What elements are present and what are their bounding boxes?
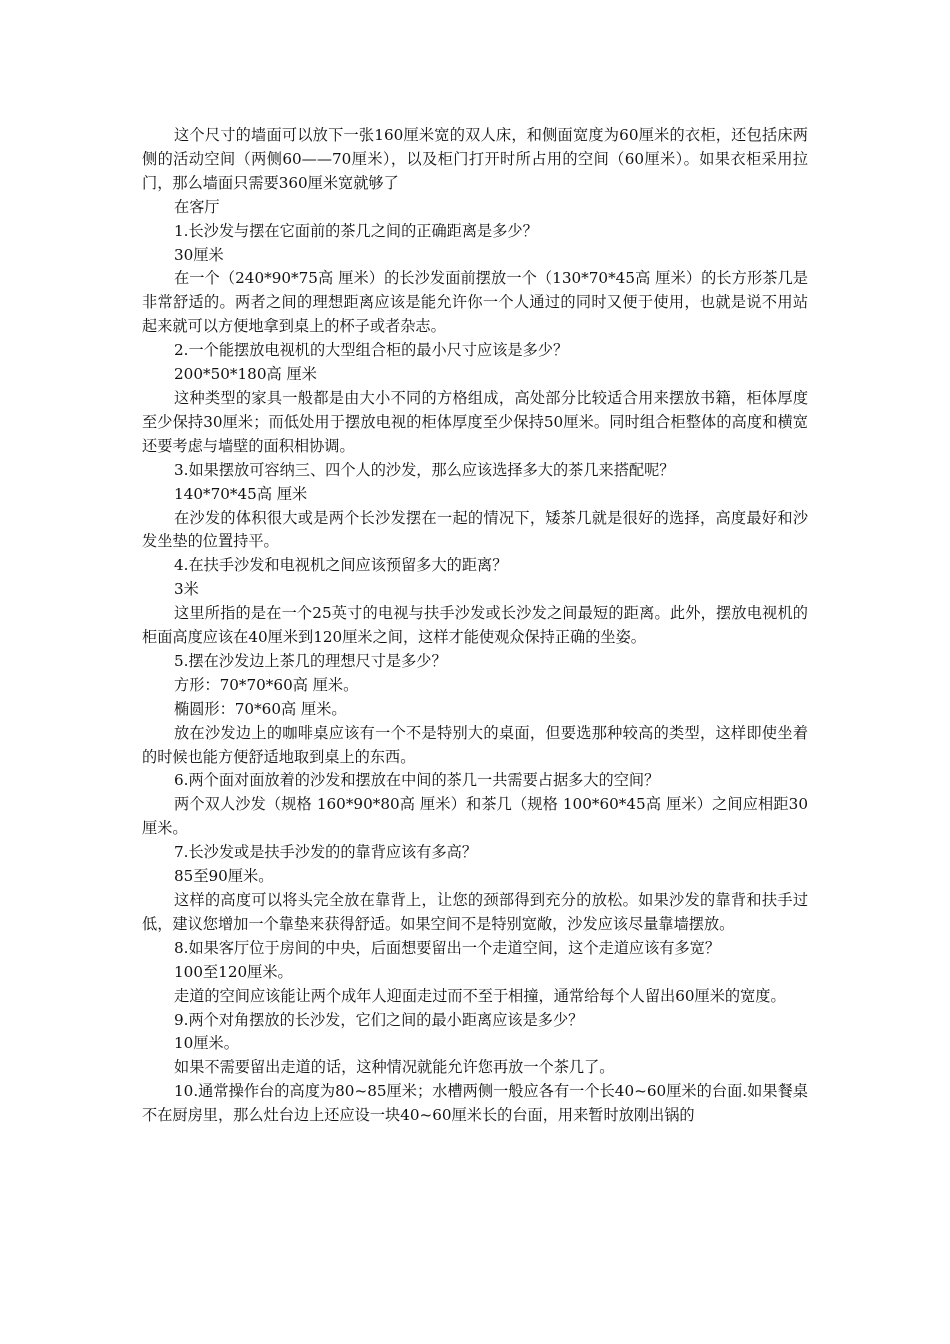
answer-5-oval: 椭圆形：70*60高 厘米。 — [174, 699, 347, 718]
paragraph-kitchen-worktop: 10.通常操作台的高度为80~85厘米；水槽两侧一般应各有一个长40~60厘米的台面.如果餐桌不在厨房里，那么灶台边上还应设一块40~60厘米长的台面，用来暂时放刚出锅的 — [142, 1082, 808, 1125]
answer-9: 10厘米。 — [174, 1034, 239, 1053]
explanation-8: 走道的空间应该能让两个成年人迎面走过而不至于相撞，通常给每个人留出60厘米的宽度。 — [174, 986, 786, 1005]
explanation-4: 这里所指的是在一个25英寸的电视与扶手沙发或长沙发之间最短的距离。此外，摆放电视机的柜面高度应该在40厘米到120厘米之间，这样才能使观众保持正确的坐姿。 — [142, 604, 808, 647]
explanation-1: 在一个（240*90*75高 厘米）的长沙发面前摆放一个（130*70*45高 厘米）的长方形茶几是非常舒适的。两者之间的理想距离应该是能允许你一个人通过的同时又便于使用，也就是说不用站起来就可以方便地拿到桌上的杯子或者杂志。 — [142, 269, 808, 336]
answer-4: 3米 — [174, 580, 199, 599]
question-1: 1.长沙发与摆在它面前的茶几之间的正确距离是多少？ — [174, 221, 538, 240]
answer-2: 200*50*180高 厘米 — [174, 365, 317, 384]
section-heading-living-room: 在客厅 — [174, 197, 220, 216]
explanation-7: 这样的高度可以将头完全放在靠背上，让您的颈部得到充分的放松。如果沙发的靠背和扶手过低，建议您增加一个靠垫来获得舒适。如果空间不是特别宽敞，沙发应该尽量靠墙摆放。 — [142, 891, 808, 933]
explanation-3: 在沙发的体积很大或是两个长沙发摆在一起的情况下，矮茶几就是很好的选择，高度最好和沙发坐垫的位置持平。 — [142, 508, 808, 551]
question-2: 2.一个能摆放电视机的大型组合柜的最小尺寸应该是多少？ — [174, 341, 569, 360]
question-6: 6.两个面对面放着的沙发和摆放在中间的茶几一共需要占据多大的空间？ — [174, 771, 660, 790]
document-body — [142, 124, 808, 1128]
question-4: 4.在扶手沙发和电视机之间应该预留多大的距离？ — [174, 556, 508, 575]
question-8: 8.如果客厅位于房间的中央，后面想要留出一个走道空间，这个走道应该有多宽？ — [174, 938, 721, 957]
answer-5-square: 方形：70*70*60高 厘米。 — [174, 675, 359, 694]
question-5: 5.摆在沙发边上茶几的理想尺寸是多少？ — [174, 651, 447, 670]
explanation-5: 放在沙发边上的咖啡桌应该有一个不是特别大的桌面，但要选那种较高的类型，这样即使坐着的时候也能方便舒适地取到桌上的东西。 — [142, 723, 808, 766]
explanation-2: 这种类型的家具一般都是由大小不同的方格组成，高处部分比较适合用来摆放书籍，柜体厚度至少保持30厘米；而低处用于摆放电视的柜体厚度至少保持50厘米。同时组合柜整体的高度和横宽还要考虑与墙壁的面积相协调。 — [142, 388, 808, 455]
answer-3: 140*70*45高 厘米 — [174, 484, 308, 503]
paragraph-bedroom-wall-note: 这个尺寸的墙面可以放下一张160厘米宽的双人床，和侧面宽度为60厘米的衣柜，还包括床两侧的活动空间（两侧60——70厘米），以及柜门打开时所占用的空间（60厘米）。如果衣柜采用拉门，那么墙面只需要360厘米宽就够了 — [142, 126, 808, 192]
explanation-9: 如果不需要留出走道的话，这种情况就能允许您再放一个茶几了。 — [174, 1058, 615, 1077]
answer-7: 85至90厘米。 — [174, 867, 274, 886]
question-7: 7.长沙发或是扶手沙发的的靠背应该有多高？ — [174, 843, 478, 862]
answer-8: 100至120厘米。 — [174, 962, 293, 981]
answer-6: 两个双人沙发（规格 160*90*80高 厘米）和茶几（规格 100*60*45高 厘米）之间应相距30厘米。 — [142, 795, 808, 838]
question-3: 3.如果摆放可容纳三、四个人的沙发，那么应该选择多大的茶几来搭配呢？ — [174, 460, 675, 479]
answer-1: 30厘米 — [174, 245, 224, 264]
question-9: 9.两个对角摆放的长沙发，它们之间的最小距离应该是多少？ — [174, 1010, 584, 1029]
